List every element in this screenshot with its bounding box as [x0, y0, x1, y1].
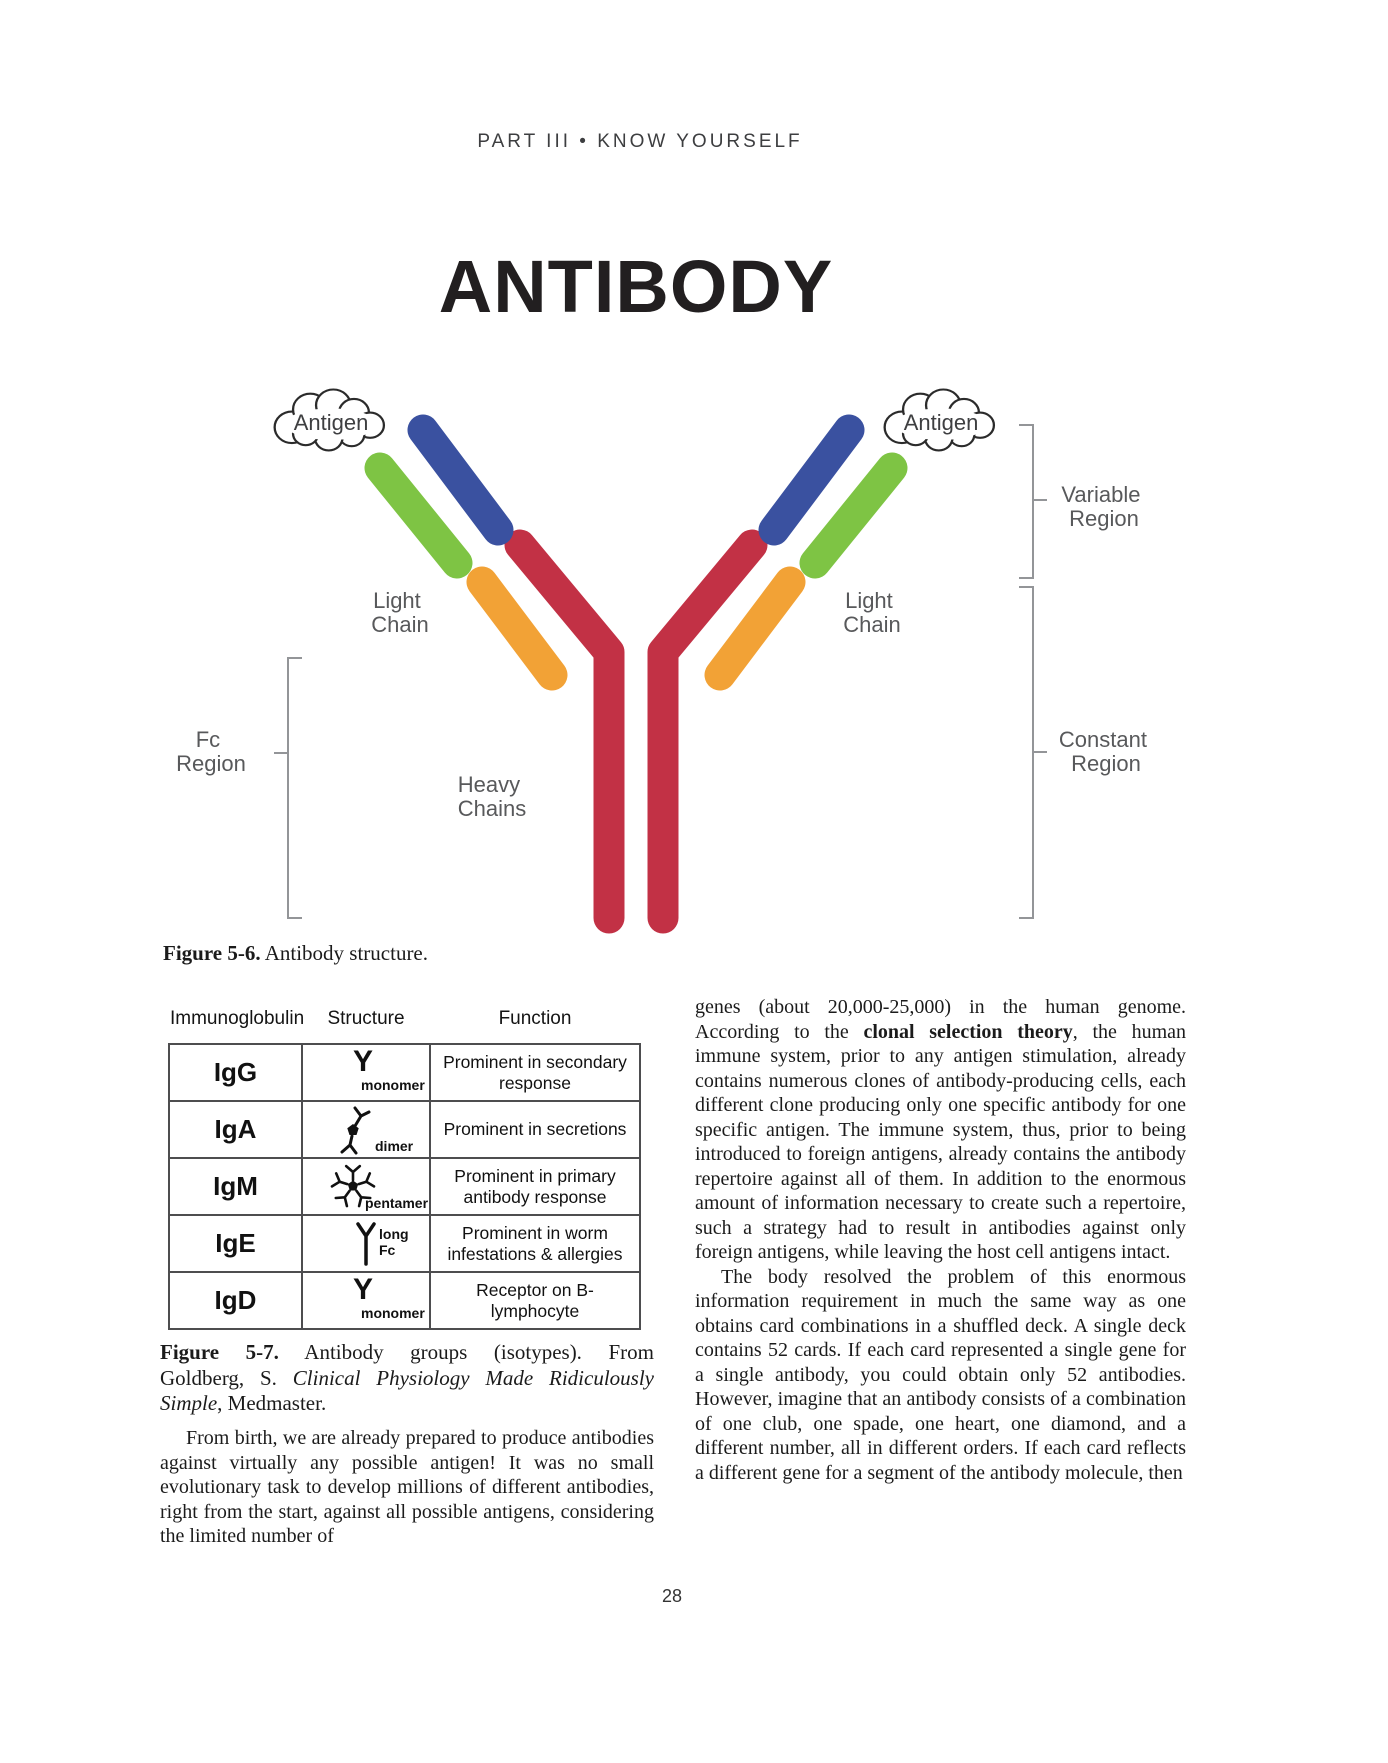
figure-5-7-caption — [160, 1340, 654, 1417]
structure-label: monomer — [361, 1077, 425, 1093]
fc-region-label: Fc Region — [176, 727, 246, 776]
figure-5-6-caption — [163, 941, 683, 966]
paragraph — [695, 995, 1186, 1265]
y-monomer-icon: Y — [353, 1273, 374, 1306]
caption-text: , Medmaster. — [217, 1391, 327, 1415]
table-cell-structure — [303, 1102, 429, 1157]
table-cell-function — [431, 1273, 639, 1328]
caption-text: Antibody groups (isotypes). From — [278, 1340, 654, 1364]
ig-name: IgM — [213, 1171, 258, 1201]
antibody-diagram — [150, 340, 1190, 940]
y-long-fc-icon — [355, 1222, 377, 1266]
clonal-selection-theory-term: clonal selection theory — [863, 1020, 1073, 1043]
table-header-function: Function — [498, 1008, 572, 1029]
table-cell-name — [170, 1102, 301, 1157]
structure-label: long Fc — [379, 1226, 409, 1258]
constant-region-bracket — [1019, 587, 1047, 918]
isotype-table — [168, 1043, 641, 1330]
ig-name: IgA — [214, 1114, 257, 1144]
figure-5-7-label: Figure 5-7. — [160, 1340, 279, 1364]
table-cell-function — [431, 1216, 639, 1271]
table-cell-name — [170, 1273, 301, 1328]
body-text: genes (about 20,000-25,000) in the human genome. According to the — [695, 996, 1186, 1043]
ig-name: IgD — [214, 1285, 257, 1315]
caption-line — [160, 1340, 654, 1366]
ig-name: IgE — [215, 1228, 256, 1258]
caption-book-title: Clinical Physiology Made Ridiculously — [292, 1365, 654, 1390]
figure-5-6-text: Antibody structure. — [260, 941, 429, 965]
function-text: Prominent in worm infestations & allergies — [447, 1222, 623, 1264]
heavy-chains-label: Heavy Chains — [457, 772, 527, 821]
dimer-icon — [333, 1103, 381, 1156]
table-cell-structure — [303, 1273, 429, 1328]
left-column-text — [160, 1426, 654, 1549]
structure-label: monomer — [361, 1305, 425, 1321]
table-cell-structure — [303, 1159, 429, 1214]
structure-label: pentamer — [365, 1195, 429, 1211]
structure-label: dimer — [375, 1138, 414, 1154]
function-text: Prominent in secondary response — [443, 1051, 627, 1093]
table-cell-name — [170, 1045, 301, 1100]
constant-light-segment-left — [482, 582, 552, 675]
table-cell-function — [431, 1045, 639, 1100]
antigen-label-right: Antigen — [903, 410, 979, 435]
table-cell-structure — [303, 1216, 429, 1271]
page-number: 28 — [661, 1586, 683, 1606]
caption-text: Goldberg, S. — [160, 1365, 293, 1390]
light-chain-label-left: Light Chain — [371, 588, 429, 637]
paragraph: The body resolved the problem of this enormous information requirement in much the same way as one obtains card combinations in a shuffled deck. A single deck contains 52 cards. If each card represented a single gene for a single antibody, you could obtain only 52 antibodies. However, imagine that an antibody consists of a combination of one club, one spade, one heart, one diamond, and a different number, all in different orders. If each card reflects a different gene for a segment of the antibody molecule, then — [695, 1265, 1186, 1484]
caption-line — [160, 1391, 654, 1417]
running-header: PART III • KNOW YOURSELF — [477, 131, 803, 152]
function-text: Prominent in secretions — [443, 1119, 627, 1139]
heavy-chain-right — [663, 545, 752, 918]
heavy-chain-left — [520, 545, 609, 918]
antigen-cloud-right — [885, 390, 994, 451]
variable-region-bracket — [1019, 425, 1047, 578]
figure-title: ANTIBODY — [438, 245, 834, 328]
right-column-text — [695, 995, 1186, 1485]
light-chain-label-right: Light Chain — [843, 588, 901, 637]
antigen-label-left: Antigen — [293, 410, 369, 435]
constant-light-segment-right — [720, 582, 790, 675]
caption-line — [160, 1366, 654, 1392]
caption-book-title: Simple — [160, 1391, 218, 1415]
function-text: Prominent in primary antibody response — [454, 1165, 616, 1207]
table-header-structure: Structure — [327, 1008, 405, 1029]
table-cell-name — [170, 1159, 301, 1214]
table-cell-function — [431, 1159, 639, 1214]
figure-5-6-label: Figure 5-6. — [163, 941, 261, 965]
function-text: Receptor on B-lymphocyte — [476, 1279, 594, 1321]
y-monomer-icon: Y — [353, 1045, 374, 1078]
constant-region-label: Constant Region — [1058, 727, 1147, 776]
variable-region-label: Variable Region — [1061, 482, 1141, 531]
fc-region-bracket — [274, 658, 302, 918]
table-cell-structure — [303, 1045, 429, 1100]
table-header-immunoglobulin: Immunoglobulin — [170, 1008, 305, 1029]
table-cell-name — [170, 1216, 301, 1271]
paragraph: From birth, we are already prepared to produce antibodies against virtually any possible antigen! It was no small evolutionary task to develop millions of different antibodies, right from the start, against all possible antigens, considering the limited number of — [160, 1427, 654, 1547]
antigen-cloud-left — [275, 390, 384, 451]
ig-name: IgG — [213, 1057, 258, 1087]
body-text: , the human immune system, prior to any antigen stimulation, already contains numerous clones of antibody-producing cells, each different clone producing only one specific antibody for one specific antigen. The immune system, thus, prior to being introduced to foreign antigens, already contains the antibody repertoire against all of them. In addition to the enormous amount of information necessary to create such a repertoire, such a strategy had to result in antibodies against only foreign antigens, while leaving the host cell antigens intact. — [695, 1020, 1187, 1263]
table-cell-function — [431, 1102, 639, 1157]
